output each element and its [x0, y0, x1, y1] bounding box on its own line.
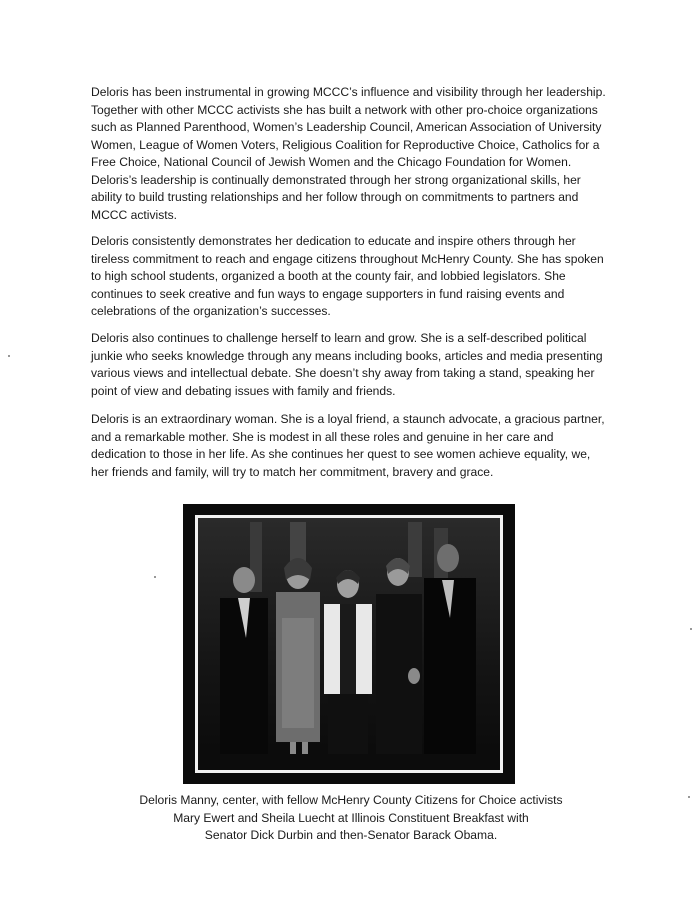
paragraph-learning: Deloris also continues to challenge herself to learn and grow. She is a self-described political junkie who seeks knowledge through any means including books, articles and media presenting various views and intellectual debate. She doesn’t shy away from taking a stand, speaking her point of view and debating issues with family and friends.	[91, 331, 603, 398]
scan-speck	[8, 355, 10, 357]
group-photo	[195, 515, 503, 773]
photo-caption	[91, 792, 611, 845]
scan-speck	[688, 796, 690, 798]
group-photo-image	[198, 518, 500, 770]
scan-speck	[690, 628, 692, 630]
group-photo-frame	[183, 504, 515, 784]
caption-line-3: Senator Dick Durbin and then-Senator Barack Obama.	[204, 828, 498, 842]
scan-speck	[154, 576, 156, 578]
caption-line-1: Deloris Manny, center, with fellow McHenry County Citizens for Choice activists	[139, 793, 563, 807]
paragraph-tribute: Deloris is an extraordinary woman. She is a loyal friend, a staunch advocate, a gracious partner, and a remarkable mother. She is modest in all these roles and genuine in her care and dedication to those in her life. As she continues her quest to see women achieve equality, we, her friends and family, will try to match her commitment, bravery and grace.	[91, 412, 605, 479]
paragraph-leadership: Deloris has been instrumental in growing MCCC’s influence and visibility through her leadership. Together with other MCCC activists she has built a network with other pro-choice organizations such as Planned Parenthood, Women’s Leadership Council, American Association of University Women, League of Women Voters, Religious Coalition for Reproductive Choice, Catholics for a Free Choice, National Council of Jewish Women and the Chicago Foundation for Women. Deloris’s leadership is continually demonstrated through her strong organizational skills, her ability to build trusting relationships and her follow through on commitments to partners and MCCC activists.	[91, 85, 606, 222]
caption-line-2: Mary Ewert and Sheila Luecht at Illinois Constituent Breakfast with	[173, 810, 529, 825]
paragraph-dedication: Deloris consistently demonstrates her dedication to educate and inspire others through her tireless commitment to reach and engage citizens throughout McHenry County. She has spoken to high school students, organized a booth at the county fair, and lobbied legislators. She continues to seek creative and fun ways to engage supporters in fund raising events and celebrations of the organization’s successes.	[91, 234, 604, 318]
